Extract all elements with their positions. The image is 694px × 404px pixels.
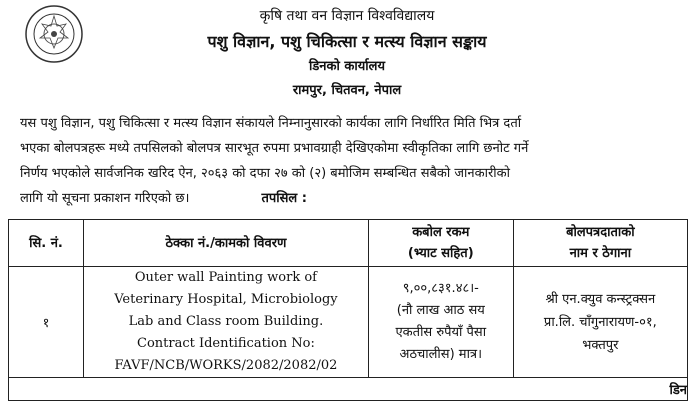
header-amount-line2: (भ्याट सहित)	[407, 246, 474, 261]
bidder-line: श्री एन.क्युव कन्स्ट्रक्सन	[545, 291, 656, 307]
cell-work-description	[83, 267, 368, 378]
work-line: FAVF/NCB/WORKS/2082/2082/02	[114, 358, 338, 373]
award-table	[8, 219, 688, 401]
work-line: Veterinary Hospital, Microbiology	[114, 292, 338, 307]
university-name: कृषि तथा वन विज्ञान विश्वविद्यालय	[259, 8, 435, 24]
bidder-line: प्रा.लि. चाँगुनारायण-०१,	[543, 314, 657, 330]
table-footer-row	[9, 378, 688, 401]
dean-signature-label: डिन	[9, 378, 688, 401]
work-line: Lab and Class room Building.	[128, 314, 324, 329]
header-bidder-line1: बोलपत्रदाताको	[566, 225, 635, 240]
faculty-name: पशु विज्ञान, पशु चिकित्सा र मत्स्य विज्ञान सङ्काय	[207, 32, 487, 51]
header-bidder	[513, 220, 687, 267]
amount-line: एकतीस रुपैयाँ पैसा	[395, 325, 487, 340]
amount-line: अठचालीस) मात्र।	[399, 347, 483, 362]
cell-bidder	[513, 267, 687, 378]
table-row	[9, 267, 688, 378]
paragraph-line: यस पशु विज्ञान, पशु चिकित्सा र मत्स्य विज्ञान संकायले निम्नानुसारको कार्यका लागि निर्धारित मिति भित्र दर्ता	[20, 116, 522, 131]
office-address: रामपुर, चितवन, नेपाल	[292, 83, 402, 98]
paragraph-line: लागि यो सूचना प्रकाशन गरिएको छ।	[20, 191, 190, 206]
work-line: Contract Identification No:	[137, 336, 315, 351]
work-line: Outer wall Painting work of	[134, 270, 317, 285]
cell-sn: १	[9, 267, 84, 378]
notice-paragraph	[20, 111, 678, 211]
header-work: ठेक्का नं./कामको विवरण	[83, 220, 368, 267]
header-amount	[368, 220, 513, 267]
paragraph-line: भएका बोलपत्रहरू मध्ये तपसिलको बोलपत्र सारभूत रुपमा प्रभावग्राही देखिएकोमा स्वीकृतिका लागि छनोट गर्ने	[20, 141, 529, 156]
tapasil-label: तपसिल :	[261, 191, 307, 206]
cell-bid-amount	[368, 267, 513, 378]
paragraph-line: निर्णय भएकोले सार्वजनिक खरिद ऐन, २०६३ को दफा २७ को (२) बमोजिम सम्बन्धित सबैको जानकारीको	[20, 166, 511, 181]
table-header-row	[9, 220, 688, 267]
header-amount-line1: कबोल रकम	[412, 225, 470, 240]
amount-line: (नौ लाख आठ सय	[396, 303, 485, 318]
amount-line: ९,००,८३१.४८।-	[402, 281, 479, 296]
bidder-line: भक्तपुर	[582, 337, 619, 353]
paragraph-line-last	[20, 186, 678, 211]
office-name: डिनको कार्यालय	[308, 59, 386, 74]
header-bidder-line2: नाम र ठेगाना	[569, 246, 632, 261]
header-sn: सि. नं.	[9, 220, 84, 267]
